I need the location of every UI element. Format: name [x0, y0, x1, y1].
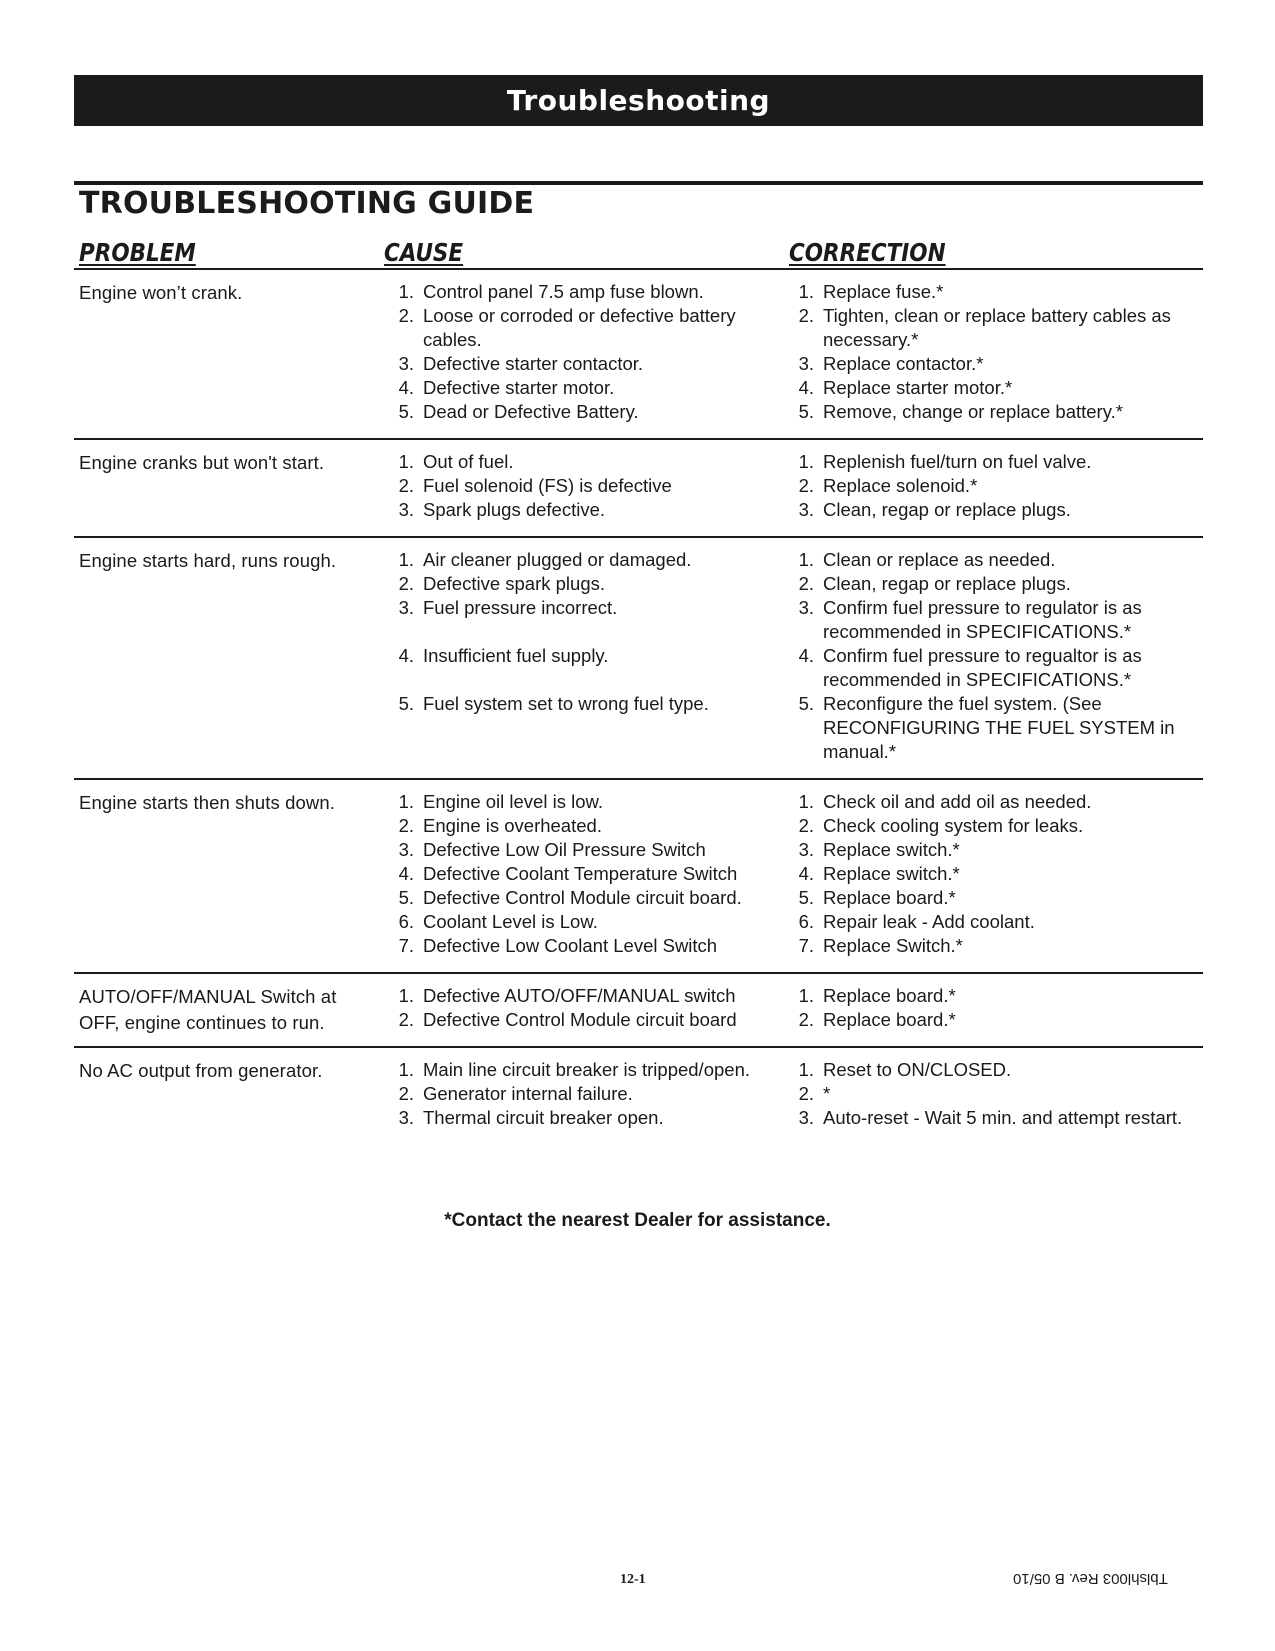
cause-text: Loose or corroded or defective battery cables. [423, 305, 736, 350]
cause-correction-list [384, 790, 1203, 958]
correction-text: Replace board.* [823, 985, 956, 1006]
cause-cell [384, 814, 784, 838]
cause-text: Engine oil level is low. [423, 791, 603, 812]
cause-cell [384, 1082, 784, 1106]
correction-text: Replace contactor.* [823, 353, 984, 374]
problem-column-header: PROBLEM [79, 238, 196, 267]
correction-number: 1. [798, 549, 814, 570]
cause-text: Defective starter contactor. [423, 353, 644, 374]
cause-text: Insufficient fuel supply. [423, 645, 609, 666]
table-row [384, 862, 1203, 886]
correction-text: Clean, regap or replace plugs. [823, 573, 1071, 594]
cause-number: 3. [398, 353, 414, 374]
table-row [384, 548, 1203, 572]
correction-text: Replace board.* [823, 1009, 956, 1030]
correction-number: 4. [798, 863, 814, 884]
page-number: 12-1 [620, 1572, 646, 1587]
cause-cell [384, 984, 784, 1008]
correction-number: 2. [798, 573, 814, 594]
correction-text: Replace board.* [823, 887, 956, 908]
correction-text: Auto-reset - Wait 5 min. and attempt restart. [823, 1107, 1183, 1128]
cause-correction-list [384, 984, 1203, 1032]
section-banner-title: Troubleshooting [506, 84, 771, 117]
cause-number: 7. [398, 935, 414, 956]
problem-group [74, 270, 1203, 440]
correction-text: Replace switch.* [823, 863, 960, 884]
cause-cell [384, 280, 784, 304]
correction-number: 3. [798, 839, 814, 860]
cause-cell [384, 498, 784, 522]
table-row [384, 1058, 1203, 1082]
troubleshooting-table [74, 270, 1203, 1144]
table-row [384, 886, 1203, 910]
correction-number: 1. [798, 791, 814, 812]
correction-cell [784, 1058, 1203, 1082]
cause-number: 5. [398, 887, 414, 908]
correction-number: 2. [798, 305, 814, 326]
correction-cell [784, 862, 1203, 886]
cause-cell [384, 862, 784, 886]
correction-text: Repair leak - Add coolant. [823, 911, 1035, 932]
problem-text: No AC output from generator. [79, 1060, 323, 1081]
cause-cell [384, 376, 784, 400]
cause-correction-list [384, 1058, 1203, 1130]
correction-column-header: CORRECTION [789, 238, 946, 267]
cause-number: 2. [398, 475, 414, 496]
correction-cell [784, 548, 1203, 572]
cause-text: Defective Low Oil Pressure Switch [423, 839, 706, 860]
table-row [384, 352, 1203, 376]
correction-text: Replenish fuel/turn on fuel valve. [823, 451, 1092, 472]
cause-correction-list [384, 280, 1203, 424]
correction-number: 6. [798, 911, 814, 932]
cause-number: 1. [398, 281, 414, 302]
correction-text: Check cooling system for leaks. [823, 815, 1084, 836]
cause-cell [384, 304, 784, 352]
cause-number: 2. [398, 815, 414, 836]
correction-text: Clean or replace as needed. [823, 549, 1056, 570]
correction-number: 2. [798, 1083, 814, 1104]
cause-number: 2. [398, 305, 414, 326]
cause-cell [384, 910, 784, 934]
correction-cell [784, 1008, 1203, 1032]
correction-text: Replace starter motor.* [823, 377, 1013, 398]
cause-number: 3. [398, 499, 414, 520]
cause-number: 3. [398, 597, 414, 618]
correction-text: Check oil and add oil as needed. [823, 791, 1092, 812]
problem-group [74, 974, 1203, 1048]
correction-number: 3. [798, 353, 814, 374]
cause-cell [384, 352, 784, 376]
problem-text: Engine starts hard, runs rough. [79, 550, 337, 571]
correction-number: 4. [798, 645, 814, 666]
cause-text: Thermal circuit breaker open. [423, 1107, 664, 1128]
correction-cell [784, 450, 1203, 474]
correction-number: 1. [798, 281, 814, 302]
problem-group [74, 440, 1203, 538]
correction-number: 5. [798, 887, 814, 908]
cause-cell [384, 1106, 784, 1130]
correction-cell [784, 886, 1203, 910]
table-row [384, 644, 1203, 692]
cause-text: Spark plugs defective. [423, 499, 606, 520]
cause-text: Coolant Level is Low. [423, 911, 598, 932]
cause-number: 5. [398, 401, 414, 422]
page-title: TROUBLESHOOTING GUIDE [79, 186, 535, 221]
correction-cell [784, 838, 1203, 862]
cause-cell [384, 934, 784, 958]
correction-cell [784, 692, 1203, 764]
cause-text: Engine is overheated. [423, 815, 602, 836]
table-row [384, 934, 1203, 958]
table-row [384, 838, 1203, 862]
correction-text: Reconfigure the fuel system. (See RECONFIGURING THE FUEL SYSTEM in manual.* [823, 693, 1175, 762]
correction-cell [784, 280, 1203, 304]
cause-number: 1. [398, 985, 414, 1006]
cause-correction-list [384, 548, 1203, 764]
problem-text: Engine starts then shuts down. [79, 792, 335, 813]
correction-text: Replace fuse.* [823, 281, 944, 302]
cause-number: 6. [398, 911, 414, 932]
correction-number: 2. [798, 475, 814, 496]
correction-cell [784, 498, 1203, 522]
correction-number: 1. [798, 451, 814, 472]
table-row [384, 400, 1203, 424]
correction-cell [784, 934, 1203, 958]
table-row [384, 596, 1203, 644]
correction-cell [784, 910, 1203, 934]
problem-group [74, 780, 1203, 974]
table-row [384, 304, 1203, 352]
problem-group [74, 1048, 1203, 1144]
table-row [384, 692, 1203, 764]
correction-text: * [823, 1083, 831, 1104]
correction-cell [784, 376, 1203, 400]
cause-text: Fuel system set to wrong fuel type. [423, 693, 709, 714]
cause-number: 1. [398, 549, 414, 570]
table-row [384, 984, 1203, 1008]
cause-column-header: CAUSE [384, 238, 464, 267]
cause-cell [384, 886, 784, 910]
cause-cell [384, 692, 784, 764]
problem-group [74, 538, 1203, 780]
correction-text: Confirm fuel pressure to regulator is as recommended in SPECIFICATIONS.* [823, 597, 1142, 642]
table-row [384, 280, 1203, 304]
cause-cell [384, 838, 784, 862]
cause-text: Defective Control Module circuit board. [423, 887, 742, 908]
cause-number: 2. [398, 573, 414, 594]
table-row [384, 1008, 1203, 1032]
correction-number: 2. [798, 1009, 814, 1030]
cause-number: 4. [398, 863, 414, 884]
cause-number: 4. [398, 377, 414, 398]
cause-number: 2. [398, 1009, 414, 1030]
correction-text: Tighten, clean or replace battery cables as necessary.* [823, 305, 1171, 350]
table-row [384, 790, 1203, 814]
correction-text: Replace Switch.* [823, 935, 963, 956]
cause-text: Defective AUTO/OFF/MANUAL switch [423, 985, 736, 1006]
cause-text: Defective spark plugs. [423, 573, 606, 594]
correction-text: Confirm fuel pressure to regualtor is as recommended in SPECIFICATIONS.* [823, 645, 1142, 690]
cause-correction-list [384, 450, 1203, 522]
correction-number: 3. [798, 597, 814, 618]
problem-text: Engine won’t crank. [79, 282, 243, 303]
title-rule [74, 181, 1203, 185]
cause-text: Defective starter motor. [423, 377, 615, 398]
problem-text: AUTO/OFF/MANUAL Switch at OFF, engine continues to run. [79, 986, 337, 1033]
cause-text: Air cleaner plugged or damaged. [423, 549, 692, 570]
table-row [384, 1106, 1203, 1130]
cause-cell [384, 644, 784, 692]
correction-number: 3. [798, 1107, 814, 1128]
table-row [384, 450, 1203, 474]
problem-text: Engine cranks but won't start. [79, 452, 325, 473]
correction-text: Clean, regap or replace plugs. [823, 499, 1071, 520]
cause-text: Defective Coolant Temperature Switch [423, 863, 738, 884]
correction-number: 5. [798, 401, 814, 422]
cause-number: 4. [398, 645, 414, 666]
dealer-footnote: *Contact the nearest Dealer for assistance. [444, 1210, 831, 1231]
cause-number: 5. [398, 693, 414, 714]
table-row [384, 498, 1203, 522]
cause-text: Out of fuel. [423, 451, 514, 472]
correction-text: Remove, change or replace battery.* [823, 401, 1123, 422]
correction-cell [784, 572, 1203, 596]
cause-cell [384, 548, 784, 572]
correction-cell [784, 304, 1203, 352]
cause-text: Defective Control Module circuit board [423, 1009, 737, 1030]
correction-cell [784, 352, 1203, 376]
cause-text: Generator internal failure. [423, 1083, 633, 1104]
cause-number: 1. [398, 1059, 414, 1080]
correction-cell [784, 1106, 1203, 1130]
cause-number: 2. [398, 1083, 414, 1104]
correction-cell [784, 644, 1203, 692]
document-code: Tblshl003 Rev. B 05/10 [1013, 1570, 1168, 1587]
cause-cell [384, 400, 784, 424]
correction-text: Replace switch.* [823, 839, 960, 860]
correction-cell [784, 814, 1203, 838]
table-row [384, 572, 1203, 596]
cause-cell [384, 450, 784, 474]
table-row [384, 814, 1203, 838]
correction-cell [784, 984, 1203, 1008]
section-banner [74, 75, 1203, 126]
cause-number: 3. [398, 1107, 414, 1128]
table-row [384, 376, 1203, 400]
cause-cell [384, 790, 784, 814]
correction-cell [784, 596, 1203, 644]
correction-text: Replace solenoid.* [823, 475, 978, 496]
correction-cell [784, 400, 1203, 424]
cause-text: Defective Low Coolant Level Switch [423, 935, 718, 956]
cause-cell [384, 596, 784, 644]
correction-cell [784, 790, 1203, 814]
cause-text: Dead or Defective Battery. [423, 401, 639, 422]
cause-number: 3. [398, 839, 414, 860]
correction-number: 4. [798, 377, 814, 398]
correction-cell [784, 474, 1203, 498]
cause-text: Fuel pressure incorrect. [423, 597, 618, 618]
correction-text: Reset to ON/CLOSED. [823, 1059, 1012, 1080]
table-row [384, 910, 1203, 934]
correction-number: 2. [798, 815, 814, 836]
cause-cell [384, 1058, 784, 1082]
cause-cell [384, 1008, 784, 1032]
cause-text: Main line circuit breaker is tripped/open. [423, 1059, 750, 1080]
cause-number: 1. [398, 791, 414, 812]
cause-text: Fuel solenoid (FS) is defective [423, 475, 672, 496]
correction-number: 1. [798, 1059, 814, 1080]
correction-number: 7. [798, 935, 814, 956]
table-row [384, 474, 1203, 498]
cause-text: Control panel 7.5 amp fuse blown. [423, 281, 704, 302]
correction-number: 1. [798, 985, 814, 1006]
cause-cell [384, 474, 784, 498]
cause-number: 1. [398, 451, 414, 472]
correction-number: 3. [798, 499, 814, 520]
table-row [384, 1082, 1203, 1106]
correction-number: 5. [798, 693, 814, 714]
cause-cell [384, 572, 784, 596]
correction-cell [784, 1082, 1203, 1106]
